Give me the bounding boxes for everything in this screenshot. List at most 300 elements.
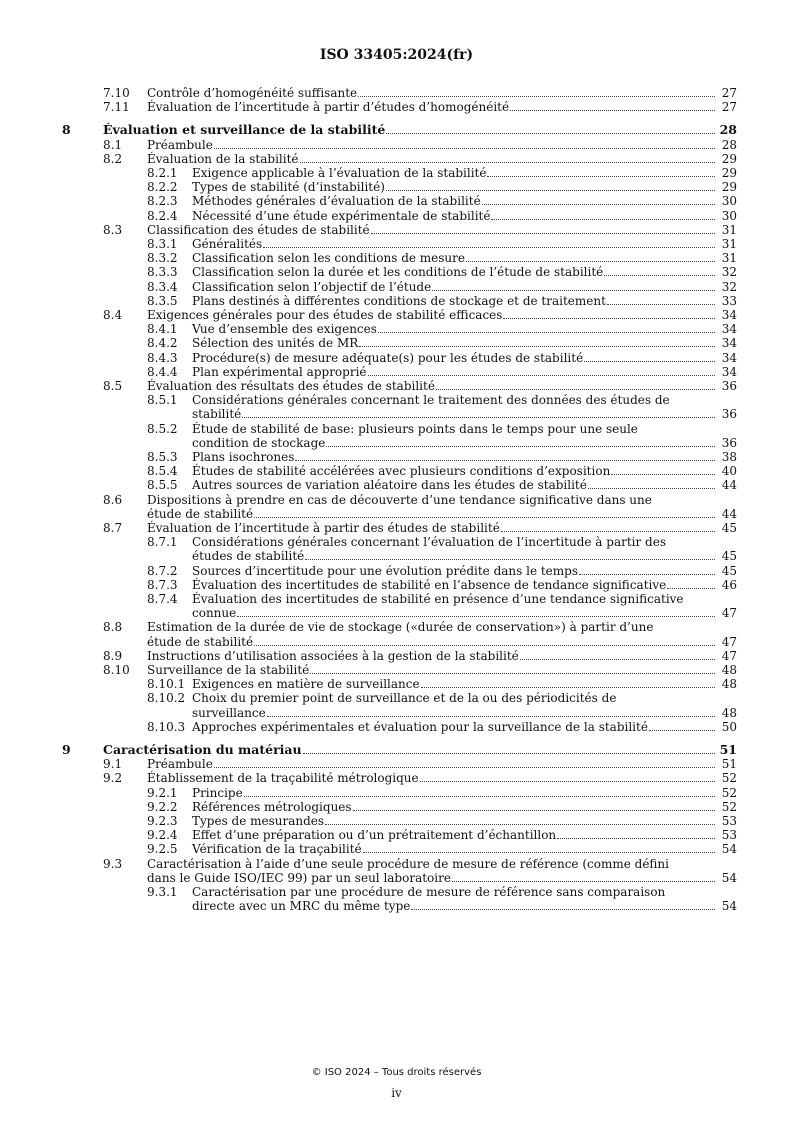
dot-leader (482, 203, 715, 205)
toc-entry-page: 34 (721, 350, 737, 365)
toc-entry-number: 8.3.2 (147, 251, 178, 266)
toc-entry[interactable] (0, 100, 793, 114)
toc-entry-title-wrap (192, 549, 717, 563)
toc-entry-title-line: Caractérisation par une procédure de mesure de référence sans comparaison (192, 885, 666, 899)
dot-leader (501, 530, 715, 532)
toc-entry-title: Évaluation et surveillance de la stabilité (103, 122, 386, 138)
toc-entry-title-wrap (192, 351, 717, 365)
toc-entry[interactable] (0, 365, 793, 379)
dot-leader (378, 331, 715, 333)
toc-entry-title-wrap (103, 743, 717, 757)
toc-entry-page: 32 (721, 265, 737, 280)
toc-entry-title: dans le Guide ISO/IEC 99) par un seul laboratoire (147, 870, 451, 885)
toc-entry[interactable] (0, 421, 793, 450)
dot-leader (604, 274, 715, 276)
toc-entry-title-wrap (192, 464, 717, 478)
toc-entry-title: Évaluation des résultats des études de stabilité (147, 379, 435, 393)
toc-entry[interactable] (0, 649, 793, 663)
dot-leader (667, 587, 715, 589)
toc-entry-number: 7.11 (103, 100, 130, 115)
toc-entry[interactable] (0, 786, 793, 800)
toc-entry-number: 8.2.2 (147, 180, 178, 195)
toc-entry-number: 8.4.2 (147, 336, 178, 351)
toc-entry-title: Évaluation de l’incertitude à partir des études de stabilité (147, 521, 500, 535)
toc-entry-page: 53 (721, 828, 737, 843)
dot-leader (214, 147, 715, 149)
toc-entry-title-wrap (147, 635, 717, 649)
toc-entry-number: 8 (62, 122, 71, 138)
toc-entry[interactable] (0, 86, 793, 100)
toc-entry-number: 8.4.1 (147, 322, 178, 337)
dot-leader (244, 795, 715, 797)
toc-entry[interactable] (0, 691, 793, 720)
toc-entry-title: Plan expérimental approprié (192, 364, 367, 379)
toc-entry-title: Classification des études de stabilité (147, 222, 370, 237)
toc-entry-number: 8.3.3 (147, 265, 178, 280)
toc-entry-title-line: Évaluation des incertitudes de stabilité en présence d’une tendance significative (192, 592, 684, 606)
toc-entry-page: 34 (721, 364, 737, 379)
toc-entry-title: surveillance (192, 705, 266, 720)
toc-entry[interactable] (0, 280, 793, 294)
toc-entry-page: 27 (721, 100, 737, 115)
toc-entry[interactable] (0, 535, 793, 564)
toc-entry-number: 8.2.3 (147, 194, 178, 209)
toc-entry[interactable] (0, 828, 793, 842)
dot-leader (214, 766, 715, 768)
toc-entry-title-line: Choix du premier point de surveillance et de la ou des périodicités de (192, 691, 617, 706)
toc-entry-page: 29 (721, 151, 737, 166)
toc-entry-page: 44 (721, 478, 737, 493)
toc-entry-page: 32 (721, 279, 737, 294)
toc-entry-title-wrap (192, 407, 717, 421)
toc-entry-number: 8.3.4 (147, 279, 178, 294)
toc-entry-page: 53 (721, 814, 737, 828)
toc-entry-title-line: Estimation de la durée de vie de stockage («durée de conservation») à partir d’une (147, 620, 654, 635)
toc-entry-number: 8.7.2 (147, 563, 178, 578)
dot-leader (421, 686, 715, 688)
toc-entry-title-wrap (192, 828, 717, 842)
toc-entry-title: Évaluation des incertitudes de stabilité en l’absence de tendance significative (192, 577, 667, 592)
dot-leader (263, 246, 715, 248)
toc-entry-number: 8.7.4 (147, 592, 178, 606)
toc-entry-page: 38 (721, 450, 737, 464)
toc-entry-page: 45 (721, 549, 737, 564)
toc-entry-number: 8.3.1 (147, 237, 178, 251)
dot-leader (359, 345, 715, 347)
toc-entry-page: 28 (721, 137, 737, 152)
toc-entry[interactable] (0, 800, 793, 814)
toc-entry-title-wrap (192, 436, 717, 450)
toc-entry-title-wrap (147, 507, 717, 521)
toc-entry-title: Préambule (147, 137, 213, 152)
dot-leader (649, 729, 715, 731)
dot-leader (295, 459, 715, 461)
toc-entry-title: Instructions d’utilisation associées à la gestion de la stabilité (147, 648, 519, 663)
toc-entry-title: stabilité (192, 407, 242, 422)
toc-entry-page: 27 (721, 86, 737, 100)
toc-entry-title-wrap (192, 720, 717, 734)
toc-entry-number: 8.8 (103, 620, 123, 635)
toc-entry-title: étude de stabilité (147, 634, 254, 649)
toc-entry-title-wrap (147, 308, 717, 322)
toc-entry[interactable] (0, 194, 793, 208)
dot-leader (584, 360, 715, 362)
toc-entry-title: Références métrologiques (192, 799, 352, 814)
toc-entry-number: 9.2.2 (147, 799, 178, 814)
toc-entry[interactable] (0, 743, 793, 757)
dot-leader (386, 189, 715, 191)
toc-entry-page: 31 (721, 237, 737, 251)
toc-entry-title-wrap (147, 649, 717, 663)
toc-entry-title: condition de stockage (192, 435, 326, 450)
toc-entry-title-wrap (192, 251, 717, 265)
toc-entry-title-wrap (192, 450, 717, 464)
toc-entry-title-wrap (192, 365, 717, 379)
toc-entry-number: 8.2 (103, 151, 123, 166)
toc-entry-page: 51 (721, 757, 737, 772)
toc-entry[interactable] (0, 152, 793, 166)
toc-entry[interactable] (0, 180, 793, 194)
toc-entry[interactable] (0, 521, 793, 535)
dot-leader (452, 880, 715, 882)
toc-entry-title: Exigence applicable à l’évaluation de la stabilité (192, 166, 487, 180)
toc-entry-title-wrap (192, 677, 717, 691)
toc-entry-page: 52 (721, 785, 737, 800)
toc-entry[interactable] (0, 223, 793, 237)
toc-entry-title-wrap (147, 757, 717, 771)
dot-leader (353, 809, 715, 811)
toc-entry-page: 29 (721, 166, 737, 180)
dot-leader (326, 445, 715, 447)
toc-entry[interactable] (0, 564, 793, 578)
toc-entry-page: 36 (721, 407, 737, 422)
toc-entry-title: Exigences générales pour des études de stabilité efficaces (147, 308, 503, 322)
toc-entry-number: 9.2 (103, 771, 123, 786)
toc-entry-title: Classification selon les conditions de mesure (192, 251, 465, 266)
toc-entry-title-wrap (192, 265, 717, 279)
dot-leader (358, 95, 715, 97)
dot-leader (420, 780, 715, 782)
toc-entry-title-wrap (192, 578, 717, 592)
dot-leader (466, 260, 715, 262)
toc-entry-title-wrap (192, 706, 717, 720)
toc-entry-title-wrap (192, 564, 717, 578)
toc-entry-title-wrap (147, 152, 717, 166)
toc-entry-number: 7.10 (103, 86, 130, 100)
toc-entry-title-wrap (192, 294, 717, 308)
toc-entry[interactable] (0, 578, 793, 592)
dot-leader (432, 289, 715, 291)
toc-entry-title: Principe (192, 785, 243, 800)
toc-entry-page: 40 (721, 464, 737, 479)
toc-entry-title-line: Considérations générales concernant l’évaluation de l’incertitude à partir des (192, 535, 666, 550)
toc-entry-page: 45 (721, 563, 737, 578)
toc-entry-title-wrap (192, 209, 717, 223)
dot-leader (325, 823, 715, 825)
toc-entry-page: 46 (721, 577, 737, 592)
toc-entry-title-wrap (192, 478, 717, 492)
toc-entry-title-wrap (147, 100, 717, 114)
dot-leader (510, 109, 715, 111)
dot-leader (300, 161, 716, 163)
dot-leader (386, 132, 715, 134)
toc-entry-page: 52 (721, 771, 737, 786)
toc-entry-title: Nécessité d’une étude expérimentale de stabilité (192, 208, 491, 223)
toc-entry[interactable] (0, 478, 793, 492)
toc-entry-number: 8.5.5 (147, 478, 178, 493)
toc-entry-title-wrap (192, 237, 717, 251)
toc-entry-number: 8.7 (103, 521, 123, 535)
toc-entry[interactable] (0, 885, 793, 914)
toc-entry[interactable] (0, 677, 793, 691)
toc-entry-page: 47 (721, 606, 737, 621)
toc-entry-title: Effet d’une préparation ou d’un prétraitement d’échantillon (192, 828, 557, 843)
toc-entry-title-wrap (147, 86, 717, 100)
dot-leader (487, 175, 715, 177)
toc-entry[interactable] (0, 209, 793, 223)
toc-entry-page: 33 (721, 293, 737, 308)
toc-entry-title: Sources d’incertitude pour une évolution prédite dans le temps (192, 563, 579, 578)
dot-leader (491, 218, 715, 220)
toc-entry-page: 54 (721, 899, 737, 914)
toc-entry-number: 8.2.4 (147, 208, 178, 223)
toc-entry[interactable] (0, 620, 793, 649)
toc-entry-title-wrap (192, 606, 717, 620)
toc-entry-page: 34 (721, 336, 737, 351)
toc-entry[interactable] (0, 336, 793, 350)
toc-entry-title: études de stabilité (192, 549, 305, 564)
dot-leader (588, 487, 715, 489)
copyright-notice: © ISO 2024 – Tous droits réservés (311, 1067, 482, 1078)
toc-entry-page: 44 (721, 506, 737, 521)
dot-leader (436, 388, 715, 390)
toc-entry[interactable] (0, 294, 793, 308)
dot-leader (371, 232, 715, 234)
toc-entry-page: 30 (721, 208, 737, 223)
toc-entry-page: 34 (721, 322, 737, 337)
toc-entry-number: 8.9 (103, 648, 123, 663)
toc-entry[interactable] (0, 166, 793, 180)
toc-entry-title: Procédure(s) de mesure adéquate(s) pour les études de stabilité (192, 350, 584, 365)
toc-entry-title: Vérification de la traçabilité (192, 842, 362, 857)
dot-leader (310, 672, 715, 674)
toc-entry-title-wrap (192, 166, 717, 180)
toc-entry-number: 8.7.1 (147, 535, 178, 550)
toc-entry-title: Autres sources de variation aléatoire dans les études de stabilité (192, 478, 587, 493)
toc-entry-number: 8.1 (103, 137, 123, 152)
toc-entry-title: Établissement de la traçabilité métrologique (147, 771, 419, 786)
page-number: iv (391, 1086, 402, 1100)
toc-entry[interactable] (0, 379, 793, 393)
toc-entry[interactable] (0, 492, 793, 521)
toc-entry-title-wrap (103, 123, 717, 137)
toc-entry-title: Types de mesurandes (192, 814, 325, 828)
toc-entry[interactable] (0, 450, 793, 464)
toc-entry-title-wrap (192, 842, 717, 856)
toc-entry[interactable] (0, 265, 793, 279)
toc-entry-title: Classification selon l’objectif de l’étude (192, 279, 432, 294)
toc-entry-number: 9 (62, 742, 71, 757)
toc-entry-number: 8.5 (103, 379, 123, 393)
toc-entry-title: Plans destinés à différentes conditions de stockage et de traitement (192, 293, 606, 308)
toc-entry-title-wrap (192, 180, 717, 194)
dot-leader (267, 715, 715, 717)
toc-entry[interactable] (0, 464, 793, 478)
dot-leader (363, 851, 715, 853)
toc-entry-title-wrap (147, 663, 717, 677)
toc-entry-number: 8.10 (103, 663, 130, 677)
toc-entry-title-line: Dispositions à prendre en cas de découverte d’une tendance significative dans une (147, 492, 652, 507)
toc-entry-number: 8.5.3 (147, 450, 178, 464)
toc-entry-number: 9.3 (103, 856, 123, 871)
toc-entry-number: 8.10.2 (147, 691, 186, 706)
dot-leader (607, 303, 715, 305)
toc-entry-page: 36 (721, 379, 737, 393)
toc-entry-number: 9.2.3 (147, 814, 178, 828)
toc-entry-number: 9.1 (103, 757, 123, 772)
toc-entry-page: 50 (721, 719, 737, 734)
toc-entry-title: Exigences en matière de surveillance (192, 677, 420, 692)
dot-leader (579, 573, 715, 575)
toc-entry[interactable] (0, 856, 793, 885)
dot-leader (237, 615, 715, 617)
toc-entry[interactable] (0, 771, 793, 785)
dot-leader (303, 752, 715, 754)
toc-entry[interactable] (0, 720, 793, 734)
toc-entry[interactable] (0, 251, 793, 265)
toc-entry-page: 48 (721, 677, 737, 692)
toc-entry-page: 48 (721, 705, 737, 720)
toc-entry[interactable] (0, 351, 793, 365)
toc-entry-title: Vue d’ensemble des exigences (192, 322, 377, 337)
toc-entry-page: 52 (721, 799, 737, 814)
toc-entry-title-line: Étude de stabilité de base: plusieurs points dans le temps pour une seule (192, 421, 638, 436)
toc-entry-number: 8.10.1 (147, 677, 186, 692)
toc-entry-page: 29 (721, 180, 737, 195)
toc-entry-number: 9.3.1 (147, 885, 178, 899)
toc-entry-number: 8.7.3 (147, 577, 178, 592)
toc-entry-number: 8.5.1 (147, 393, 178, 408)
toc-entry[interactable] (0, 814, 793, 828)
toc-entry-title: directe avec un MRC du même type (192, 899, 411, 914)
dot-leader (305, 558, 715, 560)
toc-entry-number: 8.10.3 (147, 719, 186, 734)
toc-entry-title-wrap (192, 786, 717, 800)
dot-leader (557, 837, 715, 839)
toc-entry-number: 8.4.4 (147, 364, 178, 379)
document-header: ISO 33405:2024(fr) (319, 47, 474, 63)
toc-entry-page: 48 (721, 663, 737, 677)
toc-entry[interactable] (0, 757, 793, 771)
toc-entry[interactable] (0, 663, 793, 677)
toc-entry-number: 9.2.4 (147, 828, 178, 843)
toc-entry-page: 30 (721, 194, 737, 209)
toc-entry-page: 47 (721, 634, 737, 649)
toc-entry-page: 47 (721, 648, 737, 663)
toc-entry-title: Plans isochrones (192, 450, 295, 464)
toc-entry[interactable] (0, 322, 793, 336)
toc-entry-page: 31 (721, 251, 737, 266)
dot-leader (254, 644, 715, 646)
toc-entry-number: 8.2.1 (147, 166, 178, 180)
toc-entry-title-wrap (192, 194, 717, 208)
toc-entry-number: 8.5.4 (147, 464, 178, 479)
toc-entry-title: Méthodes générales d’évaluation de la stabilité (192, 194, 481, 209)
dot-leader (411, 908, 715, 910)
toc-entry-title: Évaluation de la stabilité (147, 151, 299, 166)
toc-entry-title: Surveillance de la stabilité (147, 663, 310, 677)
toc-entry-title-wrap (192, 899, 717, 913)
toc-entry-title-wrap (192, 280, 717, 294)
toc-entry-page: 45 (721, 521, 737, 535)
toc-entry-title: Approches expérimentales et évaluation pour la surveillance de la stabilité (192, 719, 648, 734)
toc-entry-number: 8.3.5 (147, 293, 178, 308)
toc-entry-title-wrap (147, 223, 717, 237)
toc-entry-number: 8.5.2 (147, 421, 178, 436)
dot-leader (503, 317, 715, 319)
toc-entry[interactable] (0, 592, 793, 621)
toc-entry-title: Généralités (192, 237, 263, 251)
toc-entry-title-wrap (192, 322, 717, 336)
toc-entry-page: 36 (721, 435, 737, 450)
toc-entry[interactable] (0, 308, 793, 322)
toc-entry-title-line: Considérations générales concernant le traitement des données des études de (192, 393, 670, 408)
toc-entry-number: 9.2.5 (147, 842, 178, 857)
toc-entry-title: Préambule (147, 757, 213, 772)
toc-entry-number: 8.6 (103, 492, 123, 507)
toc-entry-title: Évaluation de l’incertitude à partir d’études d’homogénéité (147, 100, 510, 115)
toc-entry-title-wrap (147, 379, 717, 393)
dot-leader (368, 374, 715, 376)
toc-entry-title-wrap (192, 814, 717, 828)
toc-entry[interactable] (0, 138, 793, 152)
toc-entry-page: 34 (721, 308, 737, 322)
toc-entry-number: 8.3 (103, 222, 123, 237)
toc-entry-title-wrap (192, 800, 717, 814)
toc-entry-number: 8.4.3 (147, 350, 178, 365)
toc-entry-page: 28 (719, 122, 737, 138)
toc-entry-title: Types de stabilité (d’instabilité) (192, 180, 385, 195)
toc-entry-title: Contrôle d’homogénéité suffisante (147, 86, 358, 100)
toc-entry[interactable] (0, 393, 793, 422)
toc-entry-title-wrap (147, 871, 717, 885)
toc-entry-number: 9.2.1 (147, 785, 178, 800)
toc-entry-number: 8.4 (103, 308, 123, 322)
toc-entry[interactable] (0, 237, 793, 251)
toc-entry-title-wrap (147, 521, 717, 535)
toc-entry-title-wrap (147, 771, 717, 785)
toc-entry-title-line: Caractérisation à l’aide d’une seule procédure de mesure de référence (comme défini (147, 856, 669, 871)
toc-entry-page: 54 (721, 870, 737, 885)
toc-entry-title: Classification selon la durée et les conditions de l’étude de stabilité (192, 265, 604, 280)
toc-entry-page: 51 (719, 742, 737, 757)
toc-entry-title-wrap (192, 336, 717, 350)
toc-entry-title: Études de stabilité accélérées avec plusieurs conditions d’exposition (192, 464, 611, 479)
toc-entry[interactable] (0, 842, 793, 856)
toc-entry-title: étude de stabilité (147, 506, 254, 521)
toc-entry-page: 31 (721, 222, 737, 237)
dot-leader (242, 416, 715, 418)
toc-entry-title: Caractérisation du matériau (103, 742, 302, 757)
dot-leader (254, 516, 715, 518)
toc-entry-title: Sélection des unités de MR (192, 336, 359, 351)
dot-leader (520, 658, 715, 660)
toc-entry-title-wrap (147, 138, 717, 152)
toc-entry-title: connue (192, 606, 237, 621)
toc-entry-page: 54 (721, 842, 737, 857)
dot-leader (611, 473, 715, 475)
toc-entry[interactable] (0, 123, 793, 137)
